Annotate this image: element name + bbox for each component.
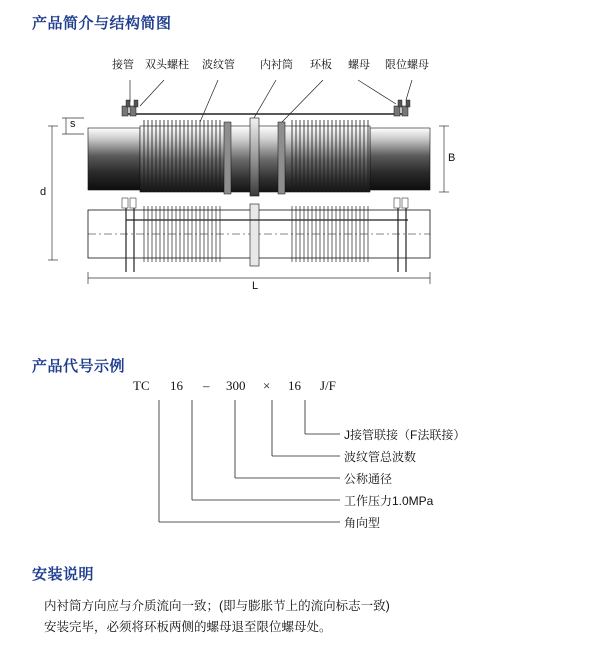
code-token-pressure: 16: [170, 378, 183, 393]
code-desc-connection: J接管联接（F法联接）: [344, 428, 466, 442]
code-token-dash: –: [203, 378, 210, 393]
dimension-label-d: d: [40, 186, 47, 198]
callout-label-ring-plate: 环板: [310, 59, 332, 71]
callout-label-stud-bolt: 双头螺柱: [145, 59, 189, 71]
code-token-times: ×: [263, 378, 271, 393]
code-desc-pressure: 工作压力1.0MPa: [344, 494, 434, 508]
product-code-diagram: [40, 378, 560, 543]
code-desc-waves: 波纹管总波数: [344, 450, 417, 464]
install-note-line-1: 内衬筒方向应与介质流向一致；(即与膨胀节上的流向标志一致): [44, 599, 390, 613]
callout-label-connector: 接管: [112, 59, 134, 71]
callout-label-limit-nut: 限位螺母: [385, 59, 429, 71]
install-note-line-2: 安装完毕，必须将环板两侧的螺母退至限位螺母处。: [44, 620, 332, 634]
callout-label-bellows: 波纹管: [202, 59, 235, 71]
callout-label-nut: 螺母: [348, 59, 370, 71]
code-desc-diameter: 公称通径: [344, 472, 393, 486]
code-desc-type: 角向型: [344, 516, 381, 530]
structure-diagram: [40, 60, 560, 290]
dimension-label-B: B: [448, 152, 456, 164]
code-token-type: TC: [133, 378, 150, 393]
callout-label-liner: 内衬筒: [260, 59, 293, 71]
code-token-diameter: 300: [226, 378, 246, 393]
dimension-label-s: s: [70, 118, 76, 130]
code-token-connection: J/F: [320, 378, 336, 393]
structure-diagram-svg: [40, 60, 560, 290]
page-title-code: 产品代号示例: [32, 358, 126, 375]
page-title-install: 安装说明: [32, 566, 95, 583]
dimension-label-L: L: [252, 280, 259, 292]
page-title-intro: 产品简介与结构简图: [32, 15, 172, 32]
install-notes: [44, 596, 564, 638]
code-token-waves: 16: [288, 378, 301, 393]
product-code-leaders: [40, 378, 560, 543]
